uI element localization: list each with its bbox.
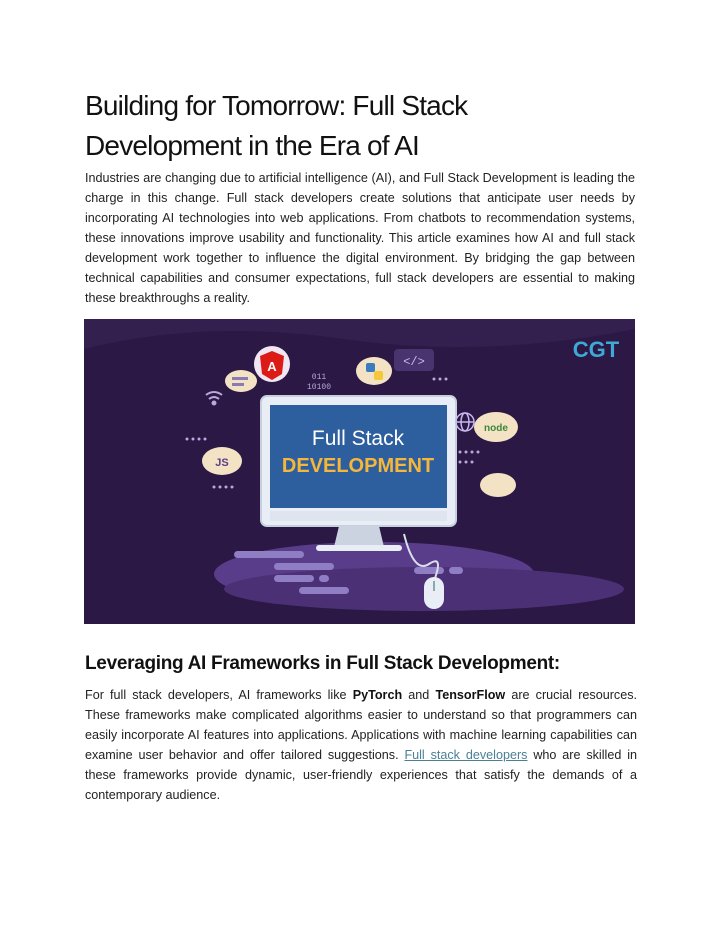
cloud-icon (225, 370, 257, 392)
angular-icon (254, 346, 290, 382)
tensorflow-term: TensorFlow (435, 688, 506, 702)
svg-text:</>: </> (403, 355, 425, 369)
full-stack-developers-link[interactable]: Full stack developers (404, 748, 528, 762)
svg-text:node: node (484, 423, 508, 434)
python-icon (356, 357, 392, 385)
bg-swoosh-top (84, 319, 635, 349)
screen-subtitle: DEVELOPMENT (281, 455, 435, 477)
title-line-2: Development in the Era of AI (85, 130, 420, 161)
svg-text:A: A (267, 359, 277, 374)
cloud-icon-right (480, 473, 516, 497)
para-end: who are skilled in these frameworks provide dynamic, user-friendly experiences that satisfy the demands of a contemporary audience. (85, 748, 637, 802)
code-icon (394, 349, 434, 371)
para-middle: are crucial resources. These frameworks make complicated algorithms easier to understand so that programmers can easily incorporate AI features into applications. Applications with machine learning capabilities can examine user behavior and offer tailored suggestions. (85, 688, 638, 762)
para-start: For full stack developers, AI frameworks like (85, 688, 353, 702)
para-and: and (402, 688, 436, 702)
globe-icon (456, 413, 474, 431)
section-paragraph (85, 685, 637, 805)
hero-illustration (84, 319, 635, 624)
monitor (261, 396, 456, 551)
hero-image (84, 319, 635, 624)
intro-paragraph: Industries are changing due to artificial intelligence (AI), and Full Stack Development is leading the charge in this change. Full stack developers create solutions that anticipate user needs by incorporating AI technologies into web applications. From chatbots to recommendation systems, these innovations improve usability and functionality. This article examines how AI and full stack development work together to influence the digital environment. By bridging the gap between technical capabilities and consumer expectations, full stack developers are essential to making these breakthroughs a reality. (85, 171, 635, 305)
cgt-logo (573, 337, 620, 362)
js-icon (202, 447, 242, 475)
svg-text:CGT: CGT (572, 337, 620, 362)
title-line-1: Building for Tomorrow: Full Stack (85, 90, 468, 121)
svg-text:011: 011 (311, 373, 327, 382)
svg-text:10100: 10100 (306, 383, 332, 392)
binary-text (307, 373, 331, 392)
pytorch-term: PyTorch (352, 688, 403, 702)
node-icon (474, 412, 518, 442)
article-title (85, 86, 645, 166)
screen-title: Full Stack (311, 427, 405, 450)
section-heading: Leveraging AI Frameworks in Full Stack Development: (85, 653, 560, 674)
svg-text:JS: JS (215, 457, 229, 469)
wifi-icon (206, 392, 222, 405)
